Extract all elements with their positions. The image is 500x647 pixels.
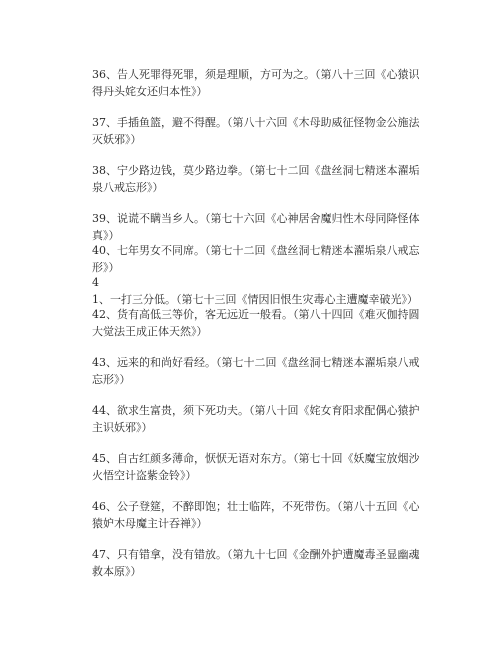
proverb-entry (92, 354, 422, 388)
proverb-entry (92, 66, 422, 100)
entry-number: 36 (92, 68, 106, 81)
entry-number: 46 (92, 500, 106, 513)
proverb-entry (92, 162, 422, 196)
entry-number: 41 (92, 276, 99, 306)
proverb-entry (92, 450, 422, 484)
entry-text: 、一打三分低。（第七十三回《情因旧恨生灾毒心主遭魔幸破光》） (99, 293, 418, 306)
entry-text: 、远来的和尚好看经。（第七十二回《盘丝洞七精迷本濯垢泉八戒忘形》） (92, 356, 420, 386)
entry-number: 39 (92, 212, 106, 225)
entry-number: 37 (92, 116, 106, 129)
entry-number: 38 (92, 164, 106, 177)
entry-text: 、自古红颜多薄命，恹恹无语对东方。（第七十回《妖魔宝放烟沙火悟空计盗紫金铃》） (92, 452, 420, 482)
entry-number: 43 (92, 356, 106, 369)
entry-number: 42 (92, 308, 106, 321)
entry-text: 、说谎不瞒当乡人。（第七十六回《心神居舍魔归性木母同降怪体真》） (92, 212, 420, 242)
entry-text: 、宁少路边钱，莫少路边拳。（第七十二回《盘丝洞七精迷本濯垢泉八戒忘形》） (92, 164, 420, 194)
proverb-entry (92, 242, 422, 276)
entry-text: 、公子登筵，不醉即饱；壮士临阵，不死带伤。（第八十五回《心猿妒木母魔主计吞禅》） (92, 500, 420, 530)
proverb-entry (92, 402, 422, 436)
proverb-entry (92, 114, 422, 148)
proverb-entry (92, 546, 422, 580)
entry-text: 、只有错拿，没有错放。（第九十七回《金酬外护遭魔毒圣显幽魂救本原》） (92, 548, 420, 578)
entry-text: 、货有高低三等价，客无远近一般看。（第八十四回《难灭伽持圆大觉法王成正体天然》） (92, 308, 420, 338)
proverb-entry (92, 274, 422, 308)
proverb-entry (92, 210, 422, 244)
entry-number: 44 (92, 404, 106, 417)
entry-number: 47 (92, 548, 106, 561)
entry-number: 45 (92, 452, 106, 465)
entry-number: 40 (92, 244, 106, 257)
entry-text: 、告人死罪得死罪，须是理顺，方可为之。（第八十三回《心猿识得丹头姹女还归本性》） (92, 68, 420, 98)
entry-text: 、七年男女不同席。（第七十二回《盘丝洞七精迷本濯垢泉八戒忘形》） (92, 244, 420, 274)
proverb-entry (92, 306, 422, 340)
proverb-entry (92, 498, 422, 532)
entry-text: 、手插鱼篮，避不得醒。（第八十六回《木母助威征怪物金公施法灭妖邪》） (92, 116, 420, 146)
entry-text: 、欲求生富贵，须下死功夫。（第八十回《姹女育阳求配偶心猿护主识妖邪》） (92, 404, 420, 434)
